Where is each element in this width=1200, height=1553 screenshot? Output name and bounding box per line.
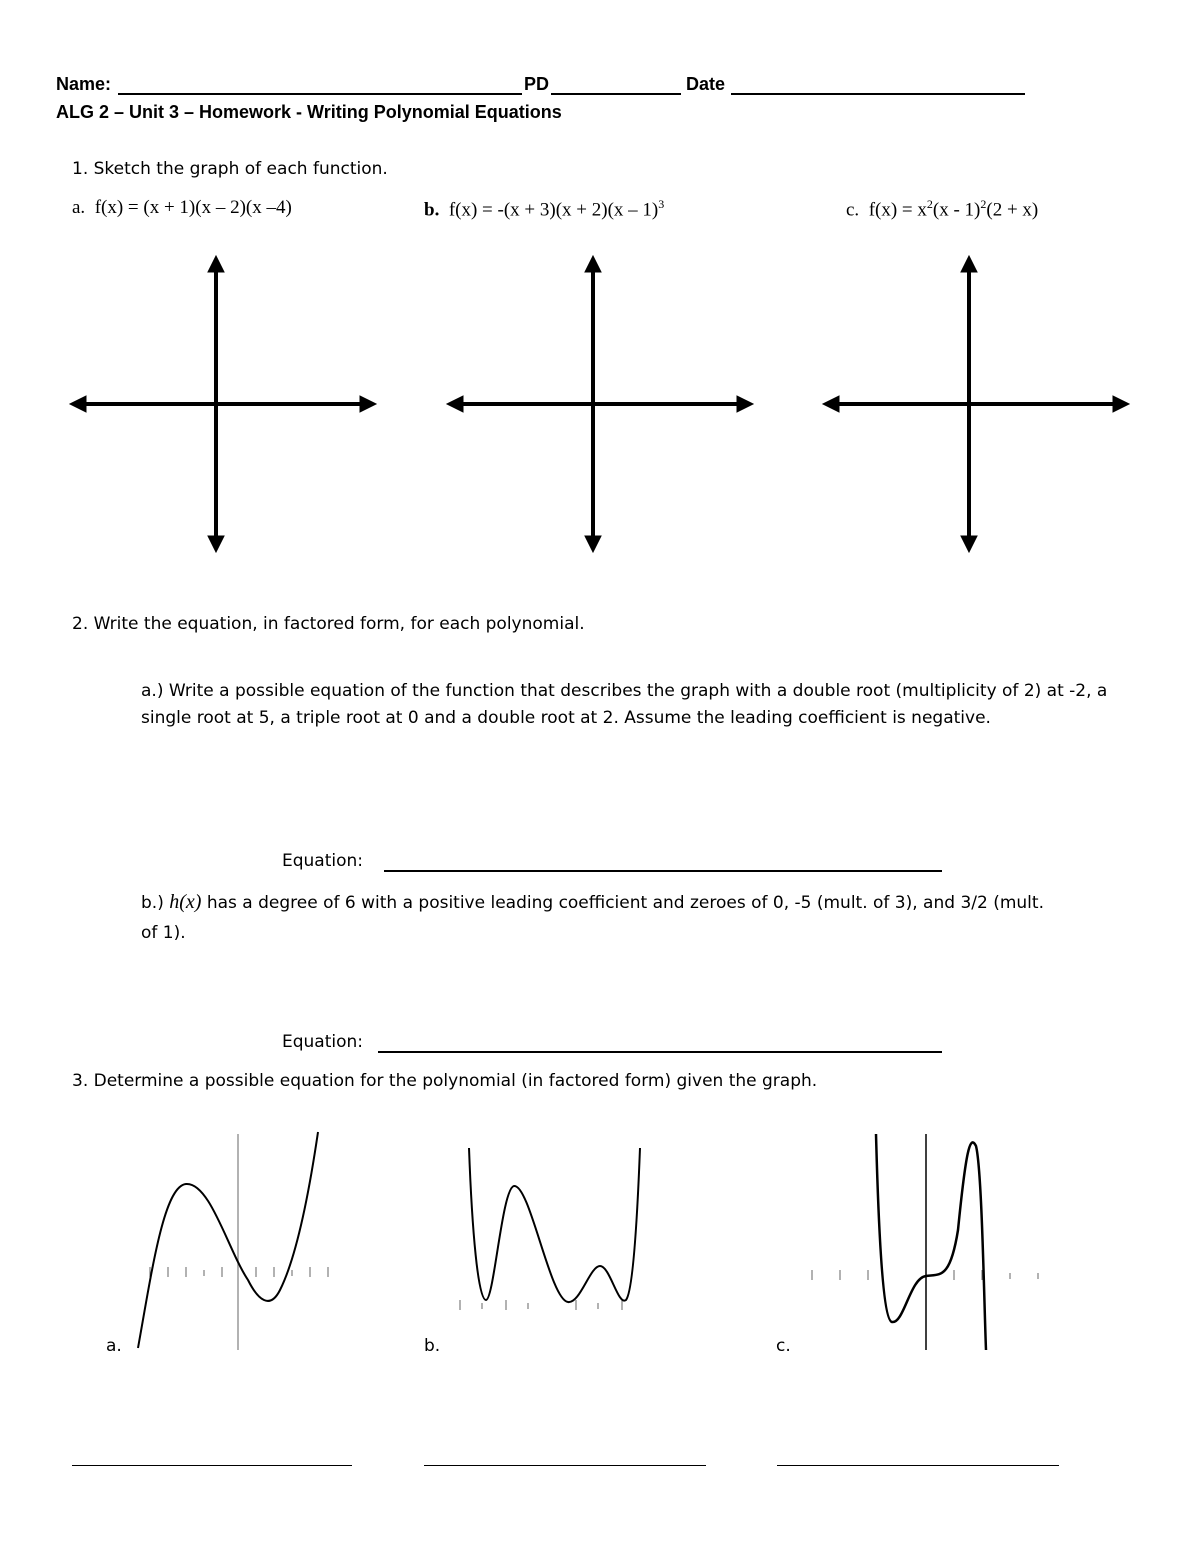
q1c-function	[846, 197, 1038, 221]
date-blank[interactable]	[731, 93, 1025, 95]
q1c-eq-part2: (x - 1)	[932, 199, 981, 221]
q1b-axes[interactable]	[437, 250, 767, 560]
q3c-answer-blank[interactable]	[777, 1465, 1059, 1466]
q1b-exponent: 3	[658, 197, 665, 211]
q1c-axes[interactable]	[813, 250, 1143, 560]
q2a-equation-blank[interactable]	[384, 870, 942, 872]
q2a-equation-label: Equation:	[282, 851, 364, 871]
pd-label: PD	[524, 74, 550, 94]
q1a-letter: a.	[72, 197, 86, 218]
q1b-function	[424, 197, 664, 221]
q1a-function	[72, 197, 292, 219]
pd-blank[interactable]	[551, 93, 681, 95]
q2b-line1	[141, 891, 1044, 914]
q3b-letter: b.	[424, 1336, 441, 1356]
q1c-eq-part1: f(x) = x	[868, 199, 927, 221]
name-label: Name:	[56, 74, 112, 94]
page-title: ALG 2 – Unit 3 – Homework - Writing Polynomial Equations	[56, 102, 562, 122]
q3b-graph	[450, 1140, 660, 1330]
q2b-prefix: b.)	[141, 893, 164, 913]
q3a-graph	[130, 1130, 340, 1355]
q3a-curve	[138, 1132, 318, 1348]
q3c-letter: c.	[776, 1336, 791, 1356]
q2b-equation-blank[interactable]	[378, 1051, 942, 1053]
q2b-function: h(x)	[169, 891, 202, 913]
q1b-equation: f(x) = -(x + 3)(x + 2)(x – 1)	[448, 199, 659, 221]
q1a-axes[interactable]	[60, 250, 390, 560]
q1c-eq-part3: (2 + x)	[986, 199, 1039, 221]
q1c-exp2: 2	[980, 197, 987, 211]
q1c-letter: c.	[846, 199, 860, 221]
q3c-curve	[876, 1134, 986, 1350]
q3-prompt: 3. Determine a possible equation for the polynomial (in factored form) given the graph.	[72, 1071, 818, 1091]
q1-prompt: 1. Sketch the graph of each function.	[72, 159, 388, 179]
q2b-line2: of 1).	[141, 923, 186, 943]
q3a-letter: a.	[106, 1336, 122, 1356]
date-label: Date	[686, 74, 726, 94]
q3a-answer-blank[interactable]	[72, 1465, 352, 1466]
name-blank[interactable]	[118, 93, 522, 95]
q2-prompt: 2. Write the equation, in factored form, for each polynomial.	[72, 614, 585, 634]
q3b-curve	[469, 1148, 640, 1302]
q3b-ticks	[460, 1300, 622, 1310]
q2b-text: has a degree of 6 with a positive leading coefficient and zeroes of 0, -5 (mult. of 3), and 3/2 (mult.	[206, 893, 1044, 913]
q2a-text: a.) Write a possible equation of the function that describes the graph with a double root (multiplicity of 2) at -2, a single root at 5, a triple root at 0 and a double root at 2. Assume the leading coefficient is negative.	[141, 681, 1108, 728]
q3a-ticks	[150, 1267, 328, 1277]
q3b-answer-blank[interactable]	[424, 1465, 706, 1466]
q1a-equation: f(x) = (x + 1)(x – 2)(x –4)	[94, 197, 292, 218]
q1b-letter: b.	[424, 199, 440, 221]
q1c-exp1: 2	[926, 197, 933, 211]
q3c-graph	[800, 1130, 1060, 1355]
q2b-equation-label: Equation:	[282, 1032, 364, 1052]
